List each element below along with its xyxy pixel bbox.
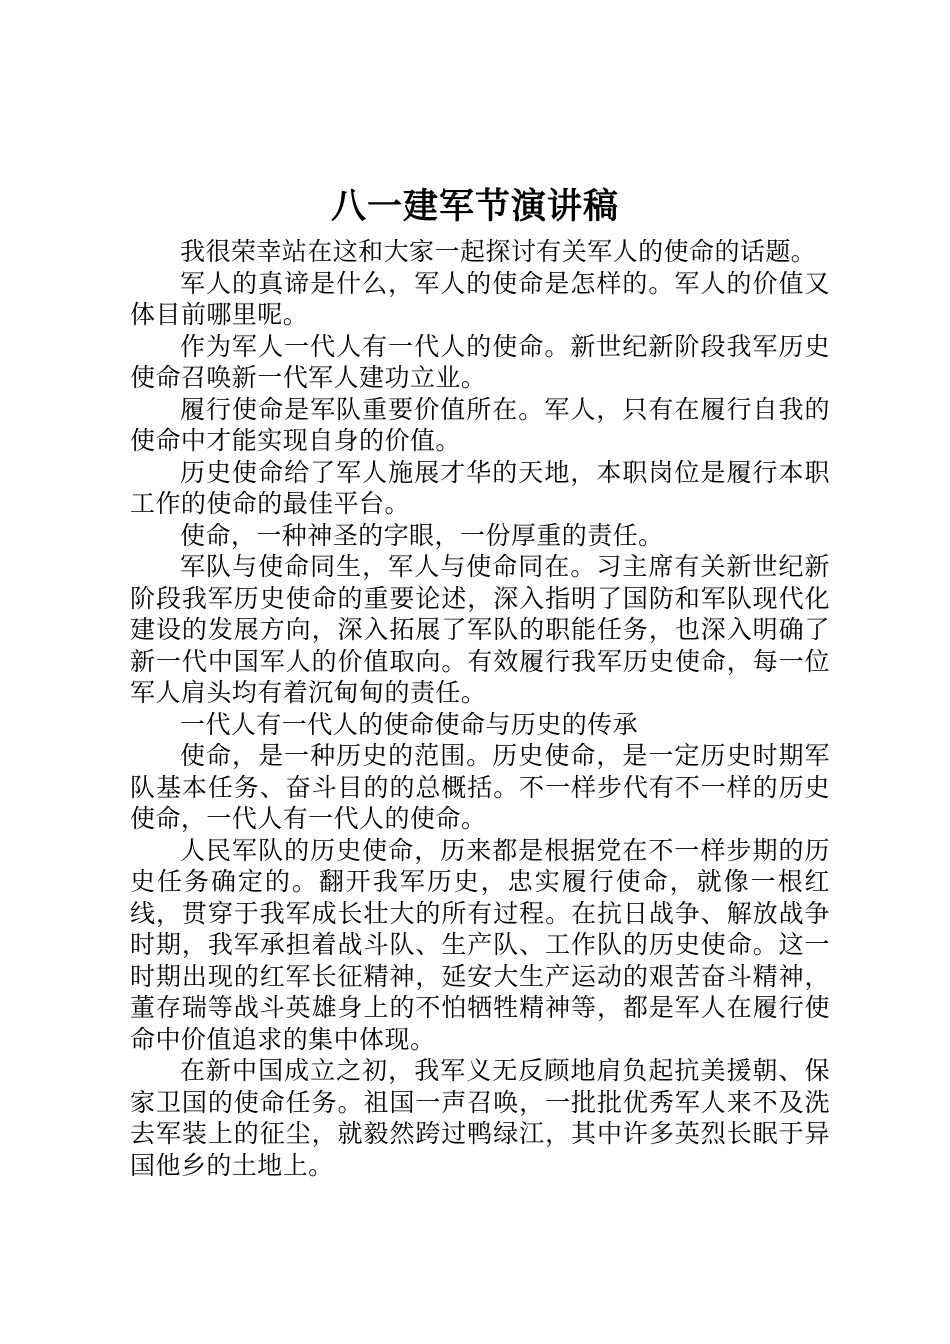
paragraph: 军队与使命同生，军人与使命同在。习主席有关新世纪新阶段我军历史使命的重要论述，深入指明了国防和军队现代化建设的发展方向，深入拓展了军队的职能任务，也深入明确了新一代中国军人的价值取向。有效履行我军历史使命，每一位军人肩头均有着沉甸甸的责任。 — [130, 552, 830, 707]
paragraph: 使命，是一种历史的范围。历史使命，是一定历史时期军队基本任务、奋斗目的的总概括。不一样步代有不一样的历史使命，一代人有一代人的使命。 — [130, 741, 830, 833]
document-body — [130, 236, 830, 1181]
paragraph: 历史使命给了军人施展才华的天地，本职岗位是履行本职工作的使命的最佳平台。 — [130, 457, 830, 518]
document-title: 八一建军节演讲稿 — [330, 186, 619, 227]
paragraph: 使命，一种神圣的字眼，一份厚重的责任。 — [180, 520, 664, 550]
paragraph: 作为军人一代人有一代人的使命。新世纪新阶段我军历史使命召唤新一代军人建功立业。 — [130, 331, 830, 392]
paragraph: 在新中国成立之初，我军义无反顾地肩负起抗美援朝、保家卫国的使命任务。祖国一声召唤，一批批优秀军人来不及洗去军装上的征尘，就毅然跨过鸭绿江，其中许多英烈长眠于异国他乡的土地上。 — [130, 1056, 830, 1180]
paragraph: 履行使命是军队重要价值所在。军人，只有在履行自我的使命中才能实现自身的价值。 — [130, 394, 830, 455]
paragraph: 军人的真谛是什么，军人的使命是怎样的。军人的价值又体目前哪里呢。 — [130, 268, 830, 329]
paragraph: 人民军队的历史使命，历来都是根据党在不一样步期的历史任务确定的。翻开我军历史，忠实履行使命，就像一根红线，贯穿于我军成长壮大的所有过程。在抗日战争、解放战争时期，我军承担着战斗队、生产队、工作队的历史使命。这一时期出现的红军长征精神，延安大生产运动的艰苦奋斗精神，董存瑞等战斗英雄身上的不怕牺牲精神等，都是军人在履行使命中价值追求的集中体现。 — [130, 835, 830, 1054]
paragraph: 一代人有一代人的使命使命与历史的传承 — [180, 709, 639, 739]
paragraph: 我很荣幸站在这和大家一起探讨有关军人的使命的话题。 — [180, 237, 817, 266]
